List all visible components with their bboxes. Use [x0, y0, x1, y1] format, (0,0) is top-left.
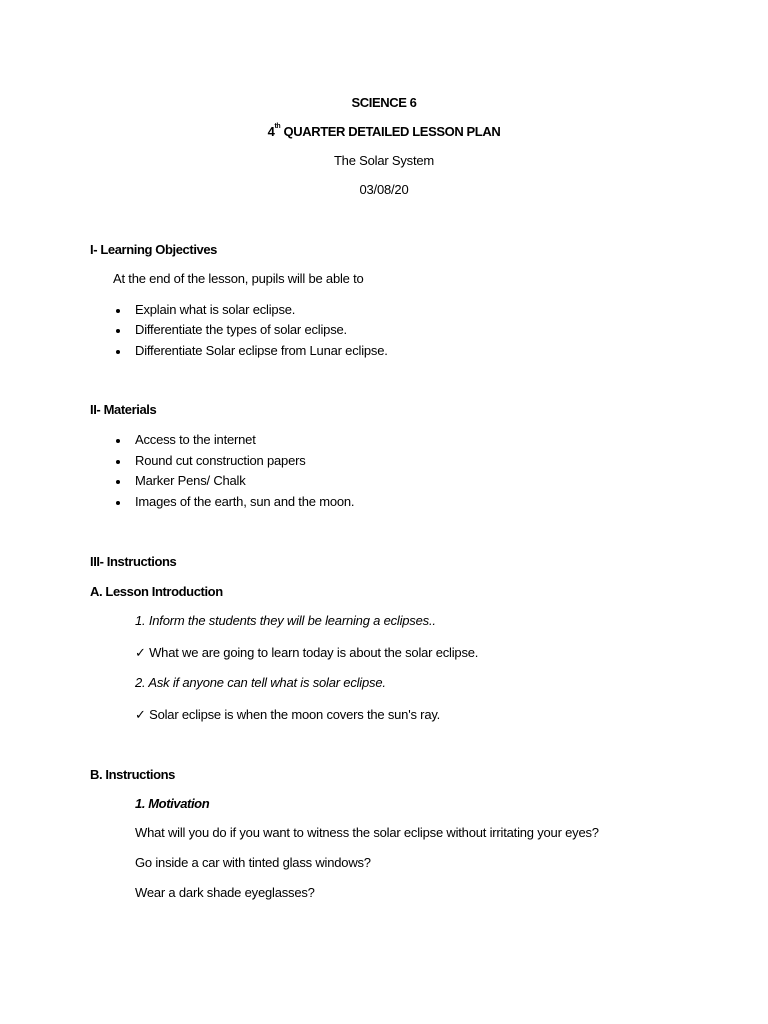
material-item: Marker Pens/ Chalk: [135, 473, 246, 488]
b-instructions-heading: B. Instructions: [90, 767, 176, 782]
material-item: Images of the earth, sun and the moon.: [135, 494, 355, 509]
intro-step-1: 1. Inform the students they will be learning a eclipses..: [135, 613, 436, 628]
bullet-icon: [116, 309, 120, 313]
bullet-icon: [116, 329, 120, 333]
intro-step-2: 2. Ask if anyone can tell what is solar eclipse.: [135, 675, 386, 690]
material-item: Round cut construction papers: [135, 453, 306, 468]
topic-title: The Solar System: [333, 153, 435, 168]
quarter-title: [0, 124, 768, 139]
lesson-intro-heading: A. Lesson Introduction: [90, 584, 223, 599]
objective-item: Explain what is solar eclipse.: [135, 302, 296, 317]
objective-item: Differentiate Solar eclipse from Lunar eclipse.: [135, 343, 388, 358]
instructions-heading: III- Instructions: [90, 554, 177, 569]
bullet-icon: [116, 460, 120, 464]
bullet-icon: [116, 350, 120, 354]
intro-check-2: ✓ Solar eclipse is when the moon covers the sun's ray.: [135, 707, 441, 722]
material-item: Access to the internet: [135, 432, 256, 447]
materials-heading: II- Materials: [90, 402, 157, 417]
motivation-option: Wear a dark shade eyeglasses?: [135, 885, 315, 900]
bullet-icon: [116, 480, 120, 484]
subject-title: SCIENCE 6: [351, 95, 417, 110]
objectives-heading: I- Learning Objectives: [90, 242, 218, 257]
objectives-intro: At the end of the lesson, pupils will be able to: [113, 271, 364, 286]
quarter-number: 4: [267, 124, 275, 139]
quarter-suffix: th: [274, 123, 281, 130]
motivation-option: Go inside a car with tinted glass windows?: [135, 855, 371, 870]
bullet-icon: [116, 439, 120, 443]
intro-check-1: ✓ What we are going to learn today is about the solar eclipse.: [135, 645, 479, 660]
quarter-rest: QUARTER DETAILED LESSON PLAN: [280, 124, 501, 139]
bullet-icon: [116, 501, 120, 505]
lesson-date: 03/08/20: [359, 182, 409, 197]
objective-item: Differentiate the types of solar eclipse.: [135, 322, 347, 337]
motivation-heading: 1. Motivation: [135, 796, 210, 811]
motivation-question: What will you do if you want to witness the solar eclipse without irritating your eyes?: [135, 825, 599, 840]
